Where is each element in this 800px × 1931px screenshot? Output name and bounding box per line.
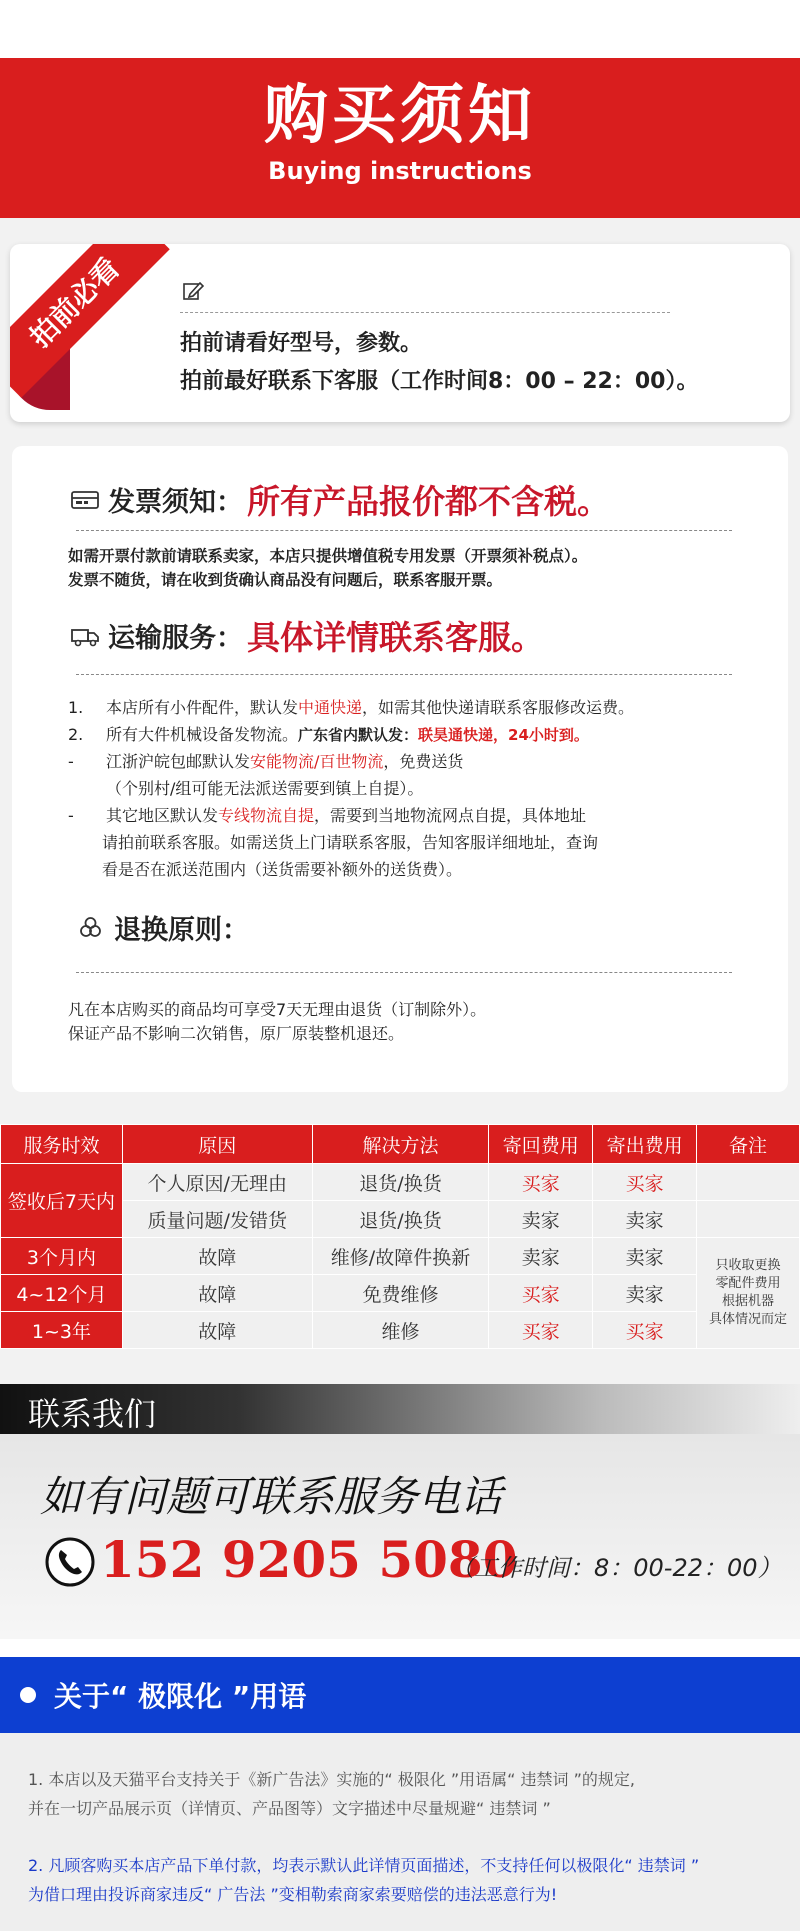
header-title: 购买须知 — [264, 79, 536, 153]
top-spacer — [0, 0, 800, 58]
courier-name: 安能物流/百世物流 — [250, 752, 384, 771]
returns-text-2: 保证产品不影响二次销售，原厂原装整机退还。 — [68, 1024, 405, 1043]
courier-name: 专线物流自提 — [218, 806, 315, 825]
about-line: 并在一切产品展示页（详情页、产品图等）文字描述中尽量规避“ 违禁词 ” — [28, 1799, 551, 1818]
note-cell — [697, 1164, 800, 1201]
table-header: 备注 — [697, 1125, 800, 1164]
contact-title: 联系我们 — [28, 1395, 157, 1433]
shipping-text: 江浙沪皖包邮默认发 — [106, 752, 251, 771]
about-paragraph-2 — [28, 1851, 699, 1909]
send-cost-cell: 买家 — [593, 1164, 697, 1201]
notice-line-2: 拍前最好联系下客服（工作时间8：00 – 22：00）。 — [180, 369, 699, 394]
return-cost-cell: 买家 — [489, 1312, 593, 1349]
period-cell: 签收后7天内 — [1, 1164, 123, 1238]
list-marker: - — [68, 806, 74, 825]
list-marker: 1. — [68, 698, 84, 717]
invoice-text-1: 如需开票付款前请联系卖家，本店只提供增值税专用发票（开票须补税点）。 — [68, 547, 588, 565]
table-header: 服务时效 — [1, 1125, 123, 1164]
table-row — [1, 1238, 800, 1275]
table-header-row — [1, 1125, 800, 1164]
edit-icon — [182, 280, 204, 302]
phone-number[interactable]: 152 9205 5080 — [100, 1530, 518, 1589]
period-cell: 1~3年 — [1, 1312, 123, 1349]
return-cost-cell: 买家 — [489, 1275, 593, 1312]
shipping-label: 运输服务： — [108, 623, 243, 654]
shipping-text: 其它地区默认发 — [106, 806, 219, 825]
divider — [76, 972, 732, 973]
shipping-text: 本店所有小件配件，默认发 — [106, 698, 299, 717]
reason-cell: 故障 — [122, 1238, 312, 1275]
returns-heading — [76, 908, 249, 947]
period-cell: 4~12个月 — [1, 1275, 123, 1312]
shipping-heading — [70, 612, 544, 659]
send-cost-cell: 买家 — [593, 1312, 697, 1349]
about-line: 2. 凡顾客购买本店产品下单付款，均表示默认此详情页面描述，不支持任何以极限化“ 违禁词 ” — [28, 1856, 700, 1875]
shipping-item — [68, 721, 589, 749]
table-header: 寄回费用 — [489, 1125, 593, 1164]
invoice-icon — [70, 488, 100, 512]
solution-cell: 维修 — [312, 1312, 489, 1349]
shipping-text: 所有大件机械设备发物流。 — [106, 725, 299, 744]
header-banner — [0, 58, 800, 218]
period-cell: 3个月内 — [1, 1238, 123, 1275]
invoice-heading — [70, 476, 610, 523]
notice-line-1: 拍前请看好型号，参数。 — [180, 331, 423, 356]
about-header — [0, 1657, 800, 1733]
courier-name: 中通快递 — [298, 698, 363, 717]
section-spacer — [0, 1639, 800, 1657]
exchange-icon — [76, 916, 106, 940]
notice-card — [10, 244, 790, 422]
shipping-item-continued: 看是否在派送范围内（送货需要补额外的送货费）。 — [102, 860, 463, 879]
contact-section — [0, 1434, 800, 1639]
returns-text-1: 凡在本店购买的商品均可享受7天无理由退货（订制除外）。 — [68, 1000, 487, 1019]
note-line: 只收取更换 — [715, 1258, 781, 1273]
about-title: 关于“ 极限化 ”用语 — [54, 1680, 307, 1713]
list-marker: 2. — [68, 725, 84, 744]
must-read-badge: 拍前必看 — [10, 244, 170, 398]
header-subtitle: Buying instructions — [268, 157, 532, 185]
shipping-text: ，免费送货 — [383, 752, 464, 771]
about-section — [0, 1733, 800, 1931]
reason-cell: 故障 — [122, 1312, 312, 1349]
courier-name: 联昊通快递，24小时到。 — [418, 726, 589, 744]
solution-cell: 维修/故障件换新 — [312, 1238, 489, 1275]
about-line: 为借口理由投诉商家违反“ 广告法 ”变相勒索商家索要赔偿的违法恶意行为! — [28, 1885, 558, 1904]
shipping-item-continued: （个别村/组可能无法派送需要到镇上自提）。 — [106, 779, 424, 798]
list-marker: - — [68, 752, 74, 771]
contact-hint: 如有问题可联系服务电话 — [40, 1472, 503, 1521]
invoice-label: 发票须知： — [108, 487, 243, 518]
note-cell — [697, 1238, 800, 1349]
shipping-item — [68, 748, 463, 775]
send-cost-cell: 卖家 — [593, 1201, 697, 1238]
service-table — [0, 1124, 800, 1349]
send-cost-cell: 卖家 — [593, 1275, 697, 1312]
table-header: 解决方法 — [312, 1125, 489, 1164]
shipping-text: ，如需其他快递请联系客服修改运费。 — [362, 698, 635, 717]
return-cost-cell: 买家 — [489, 1164, 593, 1201]
phone-icon — [44, 1536, 96, 1588]
contact-header — [0, 1384, 800, 1434]
note-line: 根据机器 — [722, 1294, 775, 1309]
shipping-item — [68, 694, 634, 721]
info-card — [12, 446, 788, 1092]
notice-divider — [180, 312, 670, 313]
divider — [76, 674, 732, 675]
table-header: 原因 — [122, 1125, 312, 1164]
return-cost-cell: 卖家 — [489, 1201, 593, 1238]
guangdong-label: 广东省内默认发： — [298, 726, 419, 744]
about-line: 1. 本店以及天猫平台支持关于《新广告法》实施的“ 极限化 ”用语属“ 违禁词 ”的规定, — [28, 1770, 635, 1789]
send-cost-cell: 卖家 — [593, 1238, 697, 1275]
about-paragraph-1 — [28, 1765, 635, 1823]
truck-icon — [70, 624, 100, 648]
solution-cell: 退货/换货 — [312, 1164, 489, 1201]
reason-cell: 故障 — [122, 1275, 312, 1312]
divider — [76, 530, 732, 531]
table-header: 寄出费用 — [593, 1125, 697, 1164]
shipping-item — [68, 802, 586, 829]
shipping-text: ，需要到当地物流网点自提，具体地址 — [314, 806, 587, 825]
note-cell — [697, 1201, 800, 1238]
table-row — [1, 1275, 800, 1312]
note-line: 具体情况而定 — [709, 1312, 788, 1327]
reason-cell: 个人原因/无理由 — [122, 1164, 312, 1201]
working-hours: （工作时间：8：00-22：00） — [450, 1554, 782, 1582]
reason-cell: 质量问题/发错货 — [122, 1201, 312, 1238]
table-row — [1, 1312, 800, 1349]
note-line: 零配件费用 — [715, 1276, 781, 1291]
return-cost-cell: 卖家 — [489, 1238, 593, 1275]
invoice-text-2: 发票不随货，请在收到货确认商品没有问题后，联系客服开票。 — [68, 571, 503, 589]
solution-cell: 退货/换货 — [312, 1201, 489, 1238]
shipping-item-continued: 请拍前联系客服。如需送货上门请联系客服，告知客服详细地址，查询 — [102, 833, 599, 852]
invoice-highlight: 所有产品报价都不含税。 — [247, 482, 610, 521]
bullet-icon — [20, 1687, 36, 1703]
solution-cell: 免费维修 — [312, 1275, 489, 1312]
shipping-highlight: 具体详情联系客服。 — [247, 618, 544, 657]
returns-label: 退换原则： — [114, 915, 249, 946]
table-row — [1, 1164, 800, 1201]
